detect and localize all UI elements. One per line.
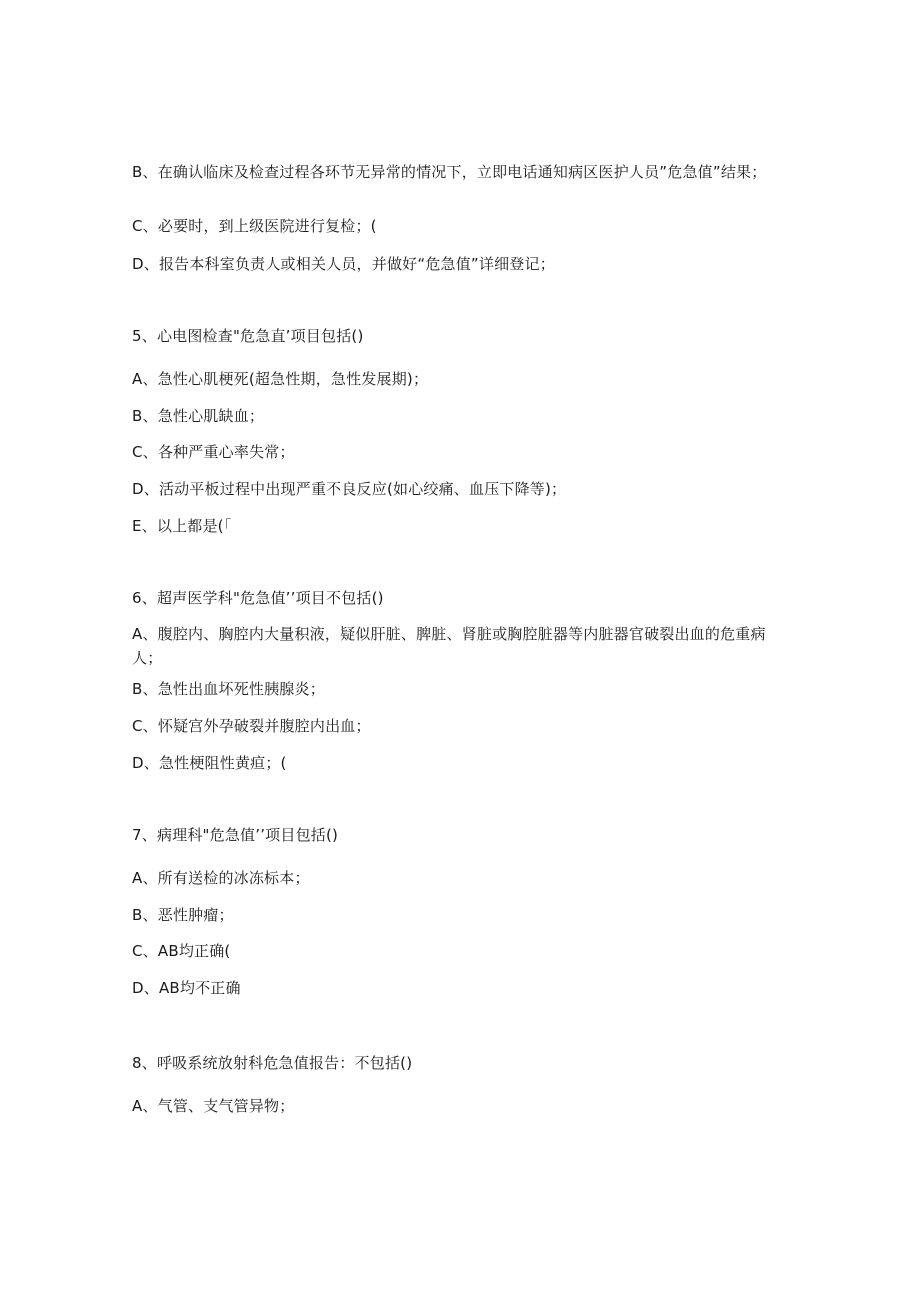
q5-option-e: E、以上都是(「 [132, 517, 232, 535]
q5-option-c: C、各种严重心率失常； [132, 443, 295, 461]
q7-stem: 7、病理科"危急值’’项目包括() [132, 826, 339, 844]
q4-option-c: C、必要时，到上级医院进行复检；( [132, 217, 377, 235]
q6-stem: 6、超声医学科"危急值’’项目不包括() [132, 589, 384, 607]
q6-option-a: A、腹腔内、胸腔内大量积液，疑似肝脏、脾脏、肾脏或胸腔脏器等内脏器官破裂出血的危重病人； [132, 625, 766, 667]
q6-option-b: B、急性出血坏死性胰腺炎； [132, 680, 325, 698]
q7-option-b: B、恶性肿瘤； [132, 906, 234, 924]
q5-option-b: B、急性心肌缺血； [132, 407, 265, 425]
q8-option-a: A、气管、支气管异物； [132, 1097, 295, 1115]
q8-stem: 8、呼吸系统放射科危急值报告：不包括() [132, 1054, 413, 1072]
q4-option-b: B、在确认临床及检查过程各环节无异常的情况下，立即电话通知病区医护人员”危急值”结果； [132, 163, 767, 181]
q7-option-a: A、所有送检的冰冻标本； [132, 869, 310, 887]
q7-option-d: D、AB均不正确 [132, 979, 241, 997]
q5-stem: 5、心电图检查"危急直’项目包括() [132, 327, 364, 345]
q5-option-d: D、活动平板过程中出现严重不良反应(如心绞痛、血压下降等)； [132, 480, 567, 498]
q4-option-d: D、报告本科室负责人或相关人员，并做好“危急值”详细登记； [132, 255, 555, 273]
q6-option-c: C、怀疑宫外孕破裂并腹腔内出血； [132, 717, 371, 735]
q5-option-a: A、急性心肌梗死(超急性期，急性发展期)； [132, 370, 429, 388]
q6-option-d: D、急性梗阻性黄疸；( [132, 754, 287, 772]
q7-option-c: C、AB均正确( [132, 942, 231, 960]
